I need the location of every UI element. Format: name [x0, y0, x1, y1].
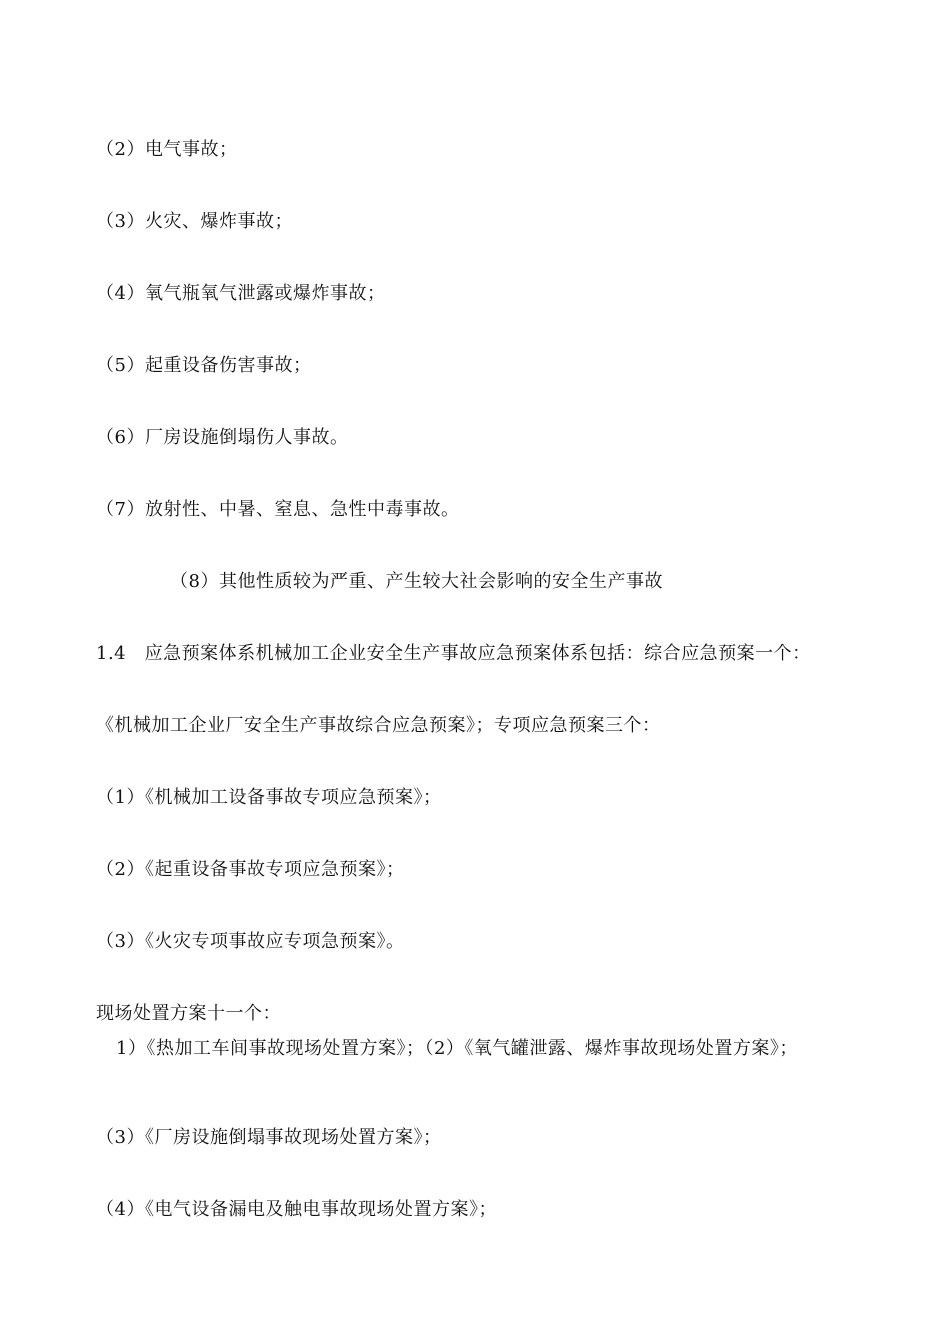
list-item-oxygen-cylinder: （4）氧气瓶氧气泄露或爆炸事故；: [96, 283, 386, 304]
list-item-fire-plan: （3）《火灾专项事故应专项急预案》。: [96, 931, 405, 952]
list-item-lifting-plan: （2）《起重设备事故专项应急预案》；: [96, 859, 405, 880]
paragraph-onsite-plans: 现场处置方案十一个：: [96, 1003, 281, 1024]
list-item-other-serious: （8）其他性质较为严重、产生较大社会影响的安全生产事故: [170, 571, 663, 592]
section-heading-plan-system: 1.4 应急预案体系机械加工企业安全生产事故应急预案体系包括：综合应急预案一个：: [96, 643, 811, 664]
list-item-machining-plan: （1）《机械加工设备事故专项应急预案》；: [96, 787, 442, 808]
list-item-electrical-accident: （2）电气事故；: [96, 139, 238, 160]
paragraph-comprehensive-plan: 《机械加工企业厂安全生产事故综合应急预案》；专项应急预案三个：: [96, 715, 661, 736]
list-item-building-collapse: （6）厂房设施倒塌伤人事故。: [96, 427, 349, 448]
list-item-building-collapse-plan: （3）《厂房设施倒塌事故现场处置方案》；: [96, 1127, 442, 1148]
list-item-electrical-leakage-plan: （4）《电气设备漏电及触电事故现场处置方案》；: [96, 1199, 497, 1220]
list-item-fire-explosion: （3）火灾、爆炸事故；: [96, 211, 293, 232]
list-item-hot-workshop-oxygen: 1）《热加工车间事故现场处置方案》；（2）《氧气罐泄露、爆炸事故现场处置方案》；: [116, 1038, 798, 1059]
list-item-radiation-poisoning: （7）放射性、中暑、窒息、急性中毒事故。: [96, 499, 460, 520]
list-item-lifting-equipment: （5）起重设备伤害事故；: [96, 355, 312, 376]
